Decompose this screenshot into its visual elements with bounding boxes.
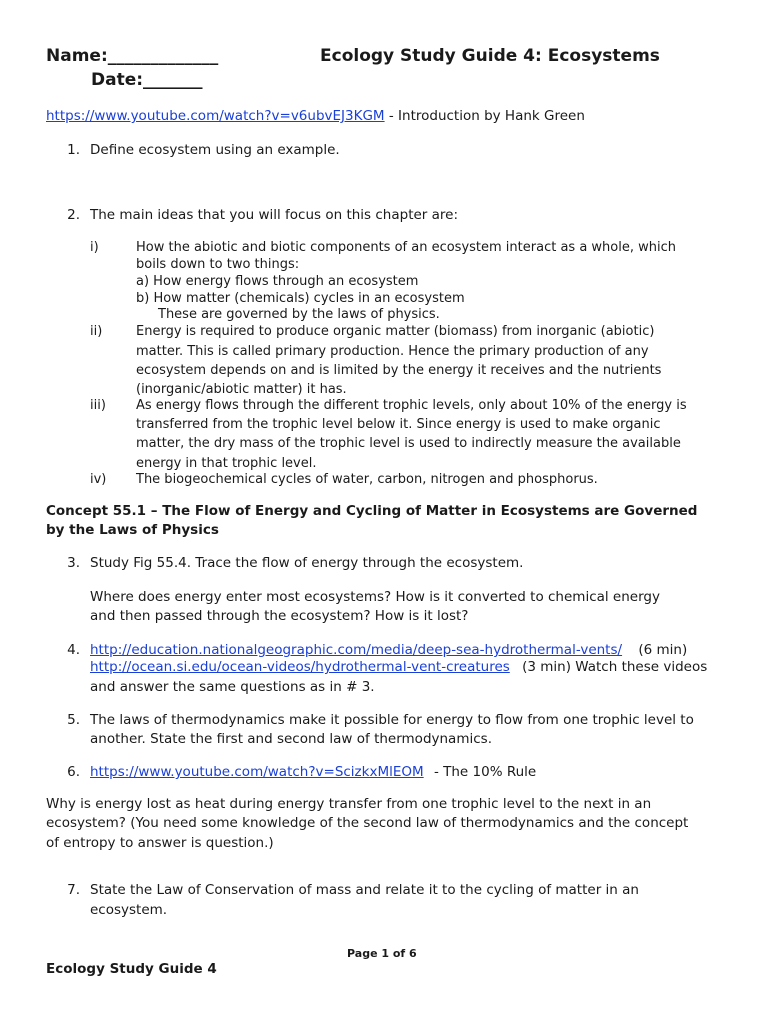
- item-i-sub-a: a) How energy flows through an ecosystem: [136, 274, 419, 289]
- roman-marker: iv): [90, 472, 107, 487]
- item-iv-line: The biogeochemical cycles of water, carbon, nitrogen and phosphorus.: [136, 472, 598, 487]
- roman-marker: i): [90, 240, 99, 255]
- why-question-line: ecosystem? (You need some knowledge of the second law of thermodynamics and the concept: [46, 815, 689, 831]
- question-3-prompt: Where does energy enter most ecosystems? How is it converted to chemical energy: [90, 589, 660, 605]
- question-4-line: and answer the same questions as in # 3.: [90, 679, 375, 695]
- question-5-line: another. State the first and second law of thermodynamics.: [90, 731, 492, 747]
- ten-percent-rule-video-link[interactable]: https://www.youtube.com/watch?v=ScizkxMlEOM: [90, 764, 424, 780]
- document-title: Ecology Study Guide 4: Ecosystems: [320, 46, 660, 66]
- question-6-line: [90, 763, 536, 782]
- why-question-line: of entropy to answer is question.): [46, 835, 274, 851]
- question-5-line: The laws of thermodynamics make it possible for energy to flow from one trophic level to: [90, 712, 694, 728]
- video-description: - The 10% Rule: [433, 764, 537, 780]
- concept-heading: by the Laws of Physics: [46, 522, 219, 538]
- why-question-line: Why is energy lost as heat during energy transfer from one trophic level to the next in an: [46, 796, 652, 812]
- item-iii-line: matter, the dry mass of the trophic level is used to indirectly measure the available: [136, 436, 681, 451]
- question-number: 2.: [67, 207, 80, 223]
- smithsonian-video-link[interactable]: http://ocean.si.edu/ocean-videos/hydrothermal-vent-creatures: [90, 659, 510, 675]
- question-number: 6.: [67, 764, 80, 780]
- question-number: 3.: [67, 555, 80, 571]
- item-i-sub-b: b) How matter (chemicals) cycles in an ecosystem: [136, 291, 465, 306]
- roman-marker: iii): [90, 398, 106, 413]
- question-3-prompt: and then passed through the ecosystem? How is it lost?: [90, 608, 469, 624]
- item-iii-line: transferred from the trophic level below it. Since energy is used to make organic: [136, 417, 661, 432]
- question-2-text: The main ideas that you will focus on this chapter are:: [90, 207, 459, 223]
- item-iii-line: energy in that trophic level.: [136, 456, 317, 471]
- question-1-text: Define ecosystem using an example.: [90, 142, 340, 158]
- question-number: 1.: [67, 142, 80, 158]
- video-duration: (3 min) Watch these videos: [522, 659, 708, 675]
- question-4-line: [90, 658, 707, 677]
- item-i-note: These are governed by the laws of physics.: [158, 307, 440, 322]
- item-ii-line: (inorganic/abiotic matter) it has.: [136, 382, 347, 397]
- natgeo-video-link[interactable]: http://education.nationalgeographic.com/media/deep-sea-hydrothermal-vents/: [90, 642, 623, 658]
- page-number: Page 1 of 6: [347, 947, 417, 960]
- intro-line: [46, 107, 585, 126]
- roman-marker: ii): [90, 324, 103, 339]
- item-i-line: boils down to two things:: [136, 257, 300, 272]
- question-number: 5.: [67, 712, 80, 728]
- question-7-line: ecosystem.: [90, 902, 168, 918]
- name-field-label: Name:_____________: [46, 46, 219, 66]
- intro-video-link[interactable]: https://www.youtube.com/watch?v=v6ubvEJ3KGM: [46, 108, 385, 124]
- item-ii-line: matter. This is called primary production. Hence the primary production of any: [136, 344, 649, 359]
- item-iii-line: As energy flows through the different trophic levels, only about 10% of the energy is: [136, 398, 687, 413]
- date-field-label: Date:_______: [91, 70, 203, 90]
- question-number: 4.: [67, 642, 80, 658]
- item-ii-line: ecosystem depends on and is limited by the energy it receives and the nutrients: [136, 363, 662, 378]
- item-ii-line: Energy is required to produce organic matter (biomass) from inorganic (abiotic): [136, 324, 655, 339]
- footer-document-name: Ecology Study Guide 4: [46, 961, 217, 977]
- intro-link-description: - Introduction by Hank Green: [388, 108, 585, 124]
- question-3-text: Study Fig 55.4. Trace the flow of energy through the ecosystem.: [90, 555, 524, 571]
- video-duration: (6 min): [638, 642, 688, 658]
- concept-heading: Concept 55.1 – The Flow of Energy and Cycling of Matter in Ecosystems are Governed: [46, 503, 698, 519]
- question-number: 7.: [67, 882, 80, 898]
- item-i-line: How the abiotic and biotic components of an ecosystem interact as a whole, which: [136, 240, 676, 255]
- question-7-line: State the Law of Conservation of mass and relate it to the cycling of matter in an: [90, 882, 639, 898]
